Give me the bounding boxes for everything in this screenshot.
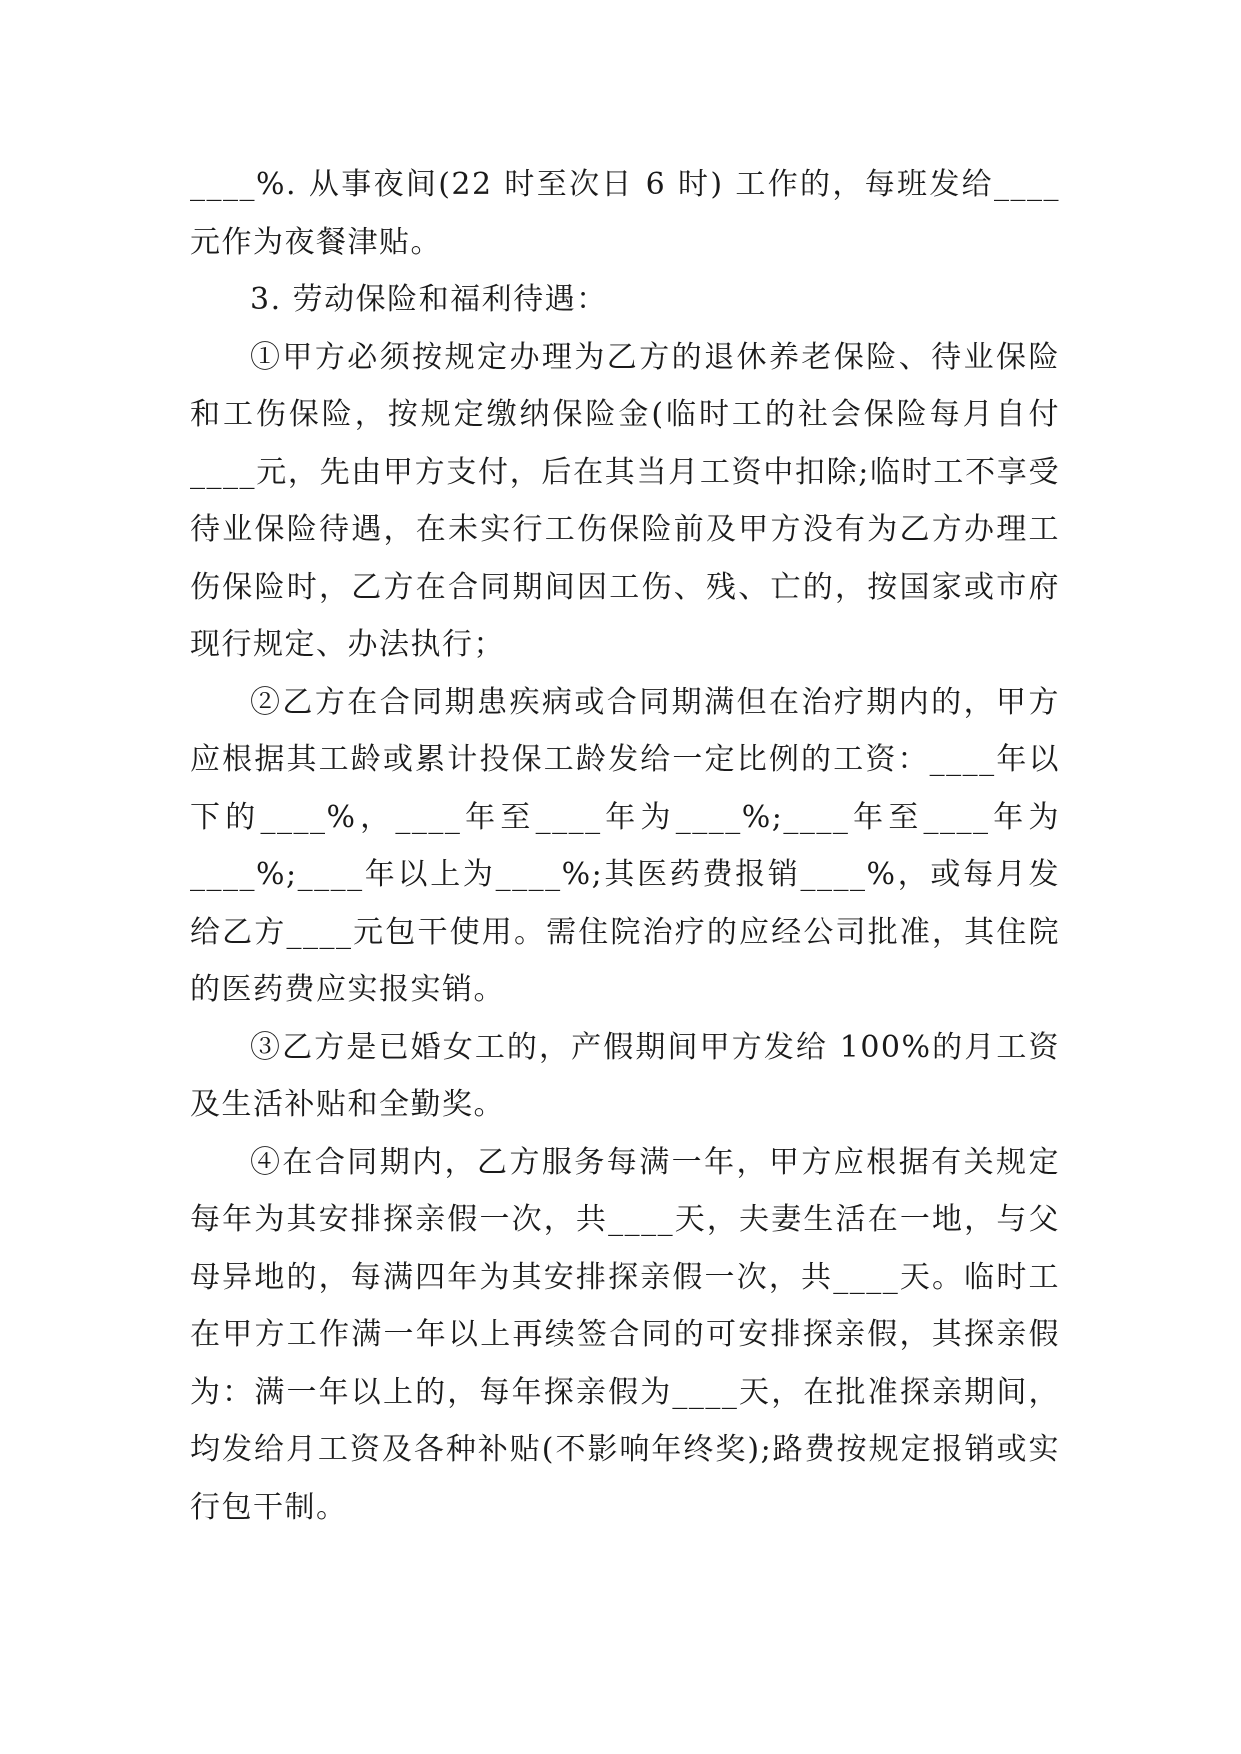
paragraph-section-heading: 3. 劳动保险和福利待遇： [250,282,608,317]
paragraph-sick-leave: ②乙方在合同期患疾病或合同期满但在治疗期内的，甲方应根据其工龄或累计投保工龄发给一定比例的工资：____年以下的____%，____年至____年为____%;____年至____年为____%;____年以上为____%;其医药费报销____%，或每月发给乙方____元包干使用。需住院治疗的应经公司批准，其住院的医药费应实报实销。 [190,684,1060,1007]
paragraph-insurance: ①甲方必须按规定办理为乙方的退休养老保险、待业保险和工伤保险，按规定缴纳保险金(临时工的社会保险每月自付____元，先由甲方支付，后在其当月工资中扣除;临时工不享受待业保险待遇，在未实行工伤保险前及甲方没有为乙方办理工伤保险时，乙方在合同期间因工伤、残、亡的，按国家或市府现行规定、办法执行； [190,339,1060,662]
document-body [190,156,1060,1536]
paragraph-maternity-leave: ③乙方是已婚女工的，产假期间甲方发给 100%的月工资及生活补贴和全勤奖。 [190,1029,1060,1122]
paragraph-night-meal-allowance: ____%. 从事夜间(22 时至次日 6 时) 工作的，每班发给____元作为夜餐津贴。 [190,167,1060,260]
paragraph-family-visit-leave: ④在合同期内，乙方服务每满一年，甲方应根据有关规定每年为其安排探亲假一次，共____天，夫妻生活在一地，与父母异地的，每满四年为其安排探亲假一次，共____天。临时工在甲方工作满一年以上再续签合同的可安排探亲假，其探亲假为：满一年以上的，每年探亲假为____天，在批准探亲期间，均发给月工资及各种补贴(不影响年终奖);路费按规定报销或实行包干制。 [190,1144,1060,1525]
